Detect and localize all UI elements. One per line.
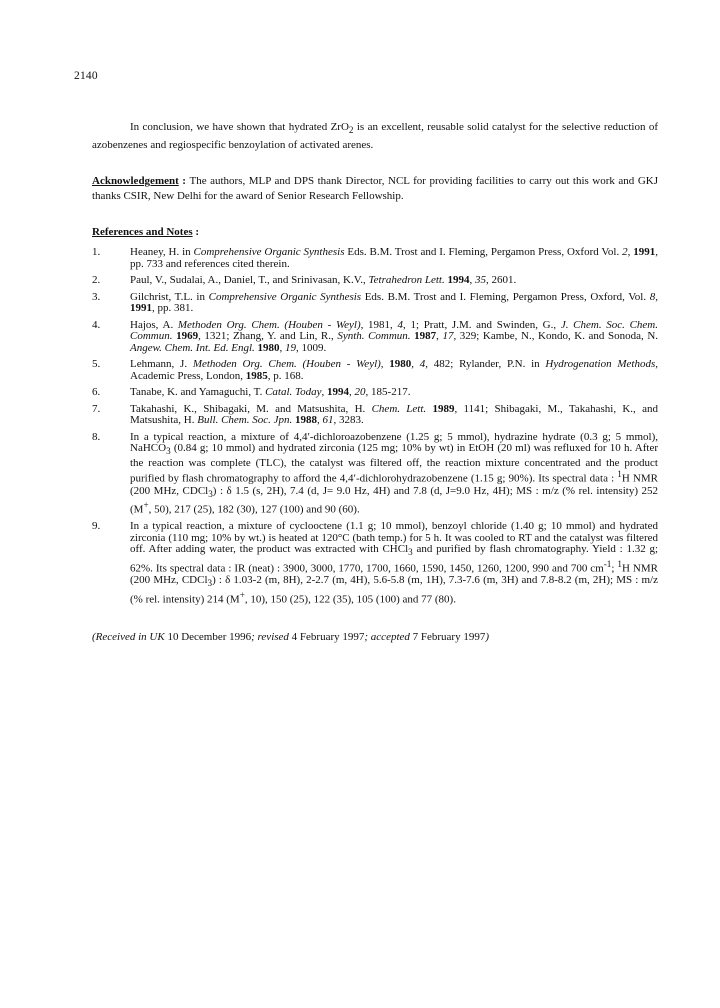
reference-item: 7. Takahashi, K., Shibagaki, M. and Matsushita, H. Chem. Lett. 1989, 1141; Shibagaki, M., Takahashi, K., and Matsushita, H. Bull. Chem. Soc. Jpn. 1988, 61, 3283.	[92, 402, 658, 427]
acknowledgement-heading: Acknowledgement	[92, 175, 179, 188]
reference-item: 6. Tanabe, K. and Yamaguchi, T. Catal. Today, 1994, 20, 185-217.	[92, 386, 411, 399]
acknowledgement-paragraph: Acknowledgement : The authors, MLP and DPS thank Director, NCL for providing facilities to carry out this work and GKJ thanks CSIR, New Delhi for the award of Senior Research Fellowship.	[92, 175, 658, 203]
conclusion-paragraph: In conclusion, we have shown that hydrated ZrO$_2$ is an excellent, reusable solid catalyst for the selective reduction of azobenzenes and regiospecific benzoylation of activated arenes.	[92, 121, 658, 152]
reference-item: 3. Gilchrist, T.L. in Comprehensive Organic Synthesis Eds. B.M. Trost and I. Fleming, Pergamon Press, Oxford, Vol. 8, 1991, pp. 381.	[92, 290, 658, 315]
reference-item: 5. Lehmann, J. Methoden Org. Chem. (Houben - Weyl), 1980, 4, 482; Rylander, P.N. in Hydrogenation Methods, Academic Press, London, 1985, p. 168.	[92, 358, 658, 382]
page-number: 2140	[74, 70, 98, 82]
reference-item: 2. Paul, V., Sudalai, A., Daniel, T., and Srinivasan, K.V., Tetrahedron Lett. 1994, 35, 2601.	[92, 274, 517, 287]
references-list	[92, 247, 658, 606]
received-dates: (Received in UK 10 December 1996; revised 4 February 1997; accepted 7 February 1997)	[92, 631, 490, 644]
reference-item: 1. Heaney, H. in Comprehensive Organic Synthesis Eds. B.M. Trost and I. Fleming, Pergamon Press, Oxford Vol. 2, 1991, pp. 733 and references cited therein.	[92, 246, 659, 270]
references-heading: References and Notes :	[92, 226, 200, 239]
acknowledgement-text: The authors, MLP and DPS thank Director, NCL for providing facilities to carry out this work and GKJ thanks CSIR, New Delhi for the award of Senior Research Fellowship.	[92, 175, 658, 203]
reference-item: 4. Hajos, A. Methoden Org. Chem. (Houben - Weyl), 1981, 4, 1; Pratt, J.M. and Swinden, G., J. Chem. Soc. Chem. Commun. 1969, 1321; Zhang, Y. and Lin, R., Synth. Commun. 1987, 17, 329; Kambe, N., Kondo, K. and Sonoda, N. Angew. Chem. Int. Ed. Engl. 1980, 19, 1009.	[92, 318, 659, 354]
page-body	[92, 120, 658, 645]
reference-item: 9. In a typical reaction, a mixture of cyclooctene (1.1 g; 10 mmol), benzoyl chloride (1.40 g; 10 mmol) and hydrated zirconia (110 mg; 10% by wt.) is heated at 120°C (bath temp.) for 5 h. It was cooled to RT and the catalyst was filtered off. After adding water, the product was extracted with CHCl$_3$ and purified by flash chromatography. Yield : 1.32 g; 62%. Its spectral data : IR (neat) : 3900, 3000, 1770, 1700, 1660, 1590, 1450, 1260, 1200, 990 and 700 $cm^{-1}$; $^1$H NMR (200 MHz, CDCl$_3$) : δ 1.03-2 (m, 8H), 2-2.7 (m, 4H), 5.6-5.8 (m, 1H), 7.3-7.6 (m, 3H) and 7.8-8.2 (m, 2H); MS : m/z (% rel. intensity) 214 (M+, 10), 150 (25), 122 (35), 105 (100) and 77 (80).	[92, 520, 659, 606]
reference-item: 8. In a typical reaction, a mixture of 4,4′-dichloroazobenzene (1.25 g; 5 mmol), hydrazine hydrate (0.3 g; 5 mmol), NaHCO$_3$ (0.84 g; 10 mmol) and hydrated zirconia (125 mg; 10% by wt) in EtOH (20 ml) was refluxed for 10 h. After the reaction was complete (TLC), the catalyst was filtered off, the reaction mixture concentrated and the product purified by flash chromatography to afford the 4,4′-dichlorohydrazobenzene (1.15 g; 90%). Its spectral data : $^1$H NMR (200 MHz, CDCl$_3$) : δ 1.5 (s, 2H), 7.4 (d, J= 9.0 Hz, 4H) and 7.8 (d, J=9.0 Hz, 4H); MS : m/z (% rel. intensity) 252 (M+, 50), 217 (25), 182 (30), 127 (100) and 90 (60).	[92, 430, 658, 516]
